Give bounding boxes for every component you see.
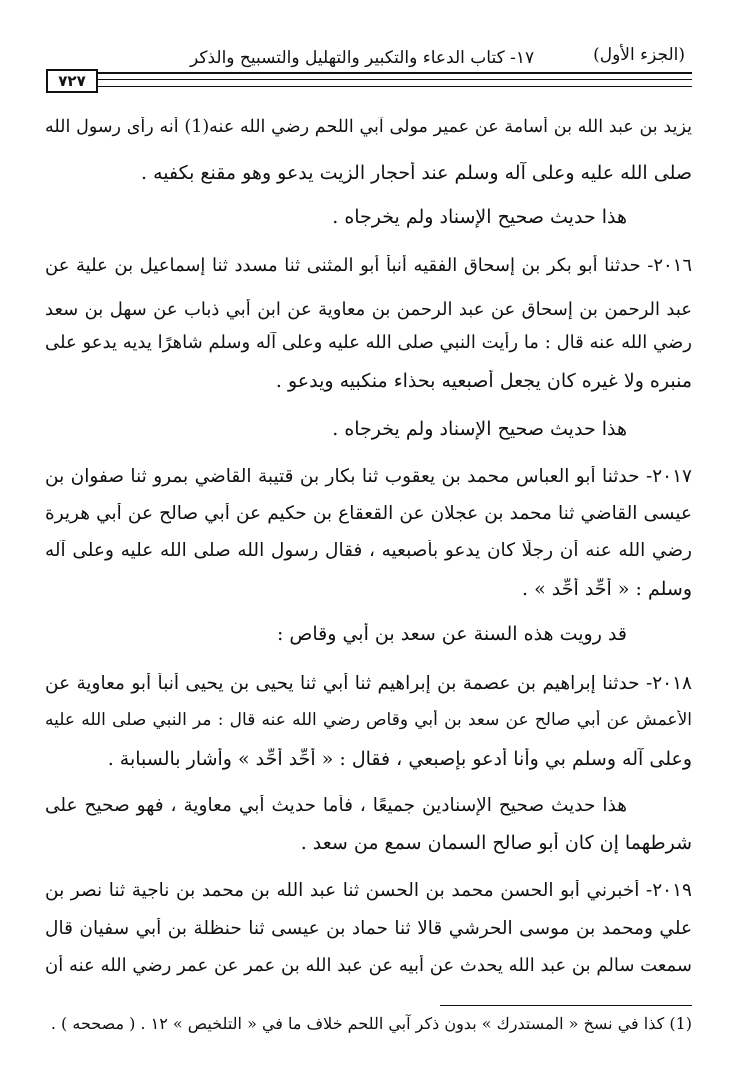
header-rule [96,72,692,74]
footnote: (1) كذا في نسخ « المستدرك » بدون ذكر آبي اللحم خلاف ما في « التلخيص » ١٢ . ( مصححه ) . [50,1014,692,1033]
text-line: يزيد بن عبد الله بن أسامة عن عمير مولى آبي اللحم رضي الله عنه(1) أنه رأى رسول الله [45,117,692,137]
text-line: قد رويت هذه السنة عن سعد بن أبي وقاص : [276,623,627,645]
text-line: صلى الله عليه وعلى آله وسلم عند أحجار الزيت يدعو وهو مقنع بكفيه . [141,162,692,184]
header-rule [96,79,692,80]
hadith-2016-line: ٢٠١٦- حدثنا أبو بكر بن إسحاق الفقيه أنبأ أبو المثنى ثنا مسدد ثنا إسماعيل بن علية عن [45,255,692,276]
text-line: الأعمش عن أبي صالح عن سعد بن أبي وقاص رضي الله عنه قال : مر النبي صلى الله عليه [45,710,692,730]
text-line: هذا حديث صحيح الإسناد ولم يخرجاه . [332,418,627,440]
text-line: عبد الرحمن بن إسحاق عن عبد الرحمن بن معاوية عن ابن أبي ذباب عن سهل بن سعد [45,299,692,320]
text-line: سمعت سالم بن عبد الله يحدث عن أبيه عن عبد الله بن عمر عن عمر رضي الله عنه أن [45,955,692,976]
text-line: هذا حديث صحيح الإسنادين جميعًا ، فأما حديث أبي معاوية ، فهو صحيح على [45,795,627,816]
text-line: عيسى القاضي ثنا محمد بن عجلان عن القعقاع بن حكيم عن أبي صالح عن أبي هريرة [45,503,692,524]
footnote-rule [440,1005,692,1006]
chapter-title: ١٧- كتاب الدعاء والتكبير والتهليل والتسبيح والذكر [190,48,535,68]
text-line: علي ومحمد بن موسى الحرشي قالا ثنا حماد بن عيسى ثنا حنظلة بن أبي سفيان قال [45,918,692,939]
text-line: وعلى آله وسلم بي وأنا أدعو بإصبعي ، فقال : « أحِّد أحِّد » وأشار بالسبابة . [107,748,692,770]
text-line: منبره ولا غيره كان يجعل أصبعيه بحذاء منكبيه ويدعو . [275,370,692,392]
header-rule [96,86,692,87]
text-line: رضي الله عنه أن رجلًا كان يدعو بأصبعيه ، فقال رسول الله صلى الله عليه وعلى آله [45,540,692,561]
text-line: رضي الله عنه قال : ما رأيت النبي صلى الله عليه وعلى آله وسلم شاهرًا يديه يدعو على [45,332,692,353]
text-line: شرطهما إن كان أبو صالح السمان سمع من سعد . [300,832,692,854]
page-number: ٧٢٧ [46,69,98,93]
hadith-2019-line: ٢٠١٩- أخبرني أبو الحسن محمد بن الحسن ثنا عبد الله بن محمد بن ناجية ثنا نصر بن [45,880,692,901]
hadith-2018-line: ٢٠١٨- حدثنا إبراهيم بن عصمة بن إبراهيم ثنا أبي ثنا يحيى بن يحيى أنبأ أبو معاوية عن [45,673,692,694]
text-line: وسلم : « أحِّد أحِّد » . [522,578,692,600]
text-line: هذا حديث صحيح الإسناد ولم يخرجاه . [332,206,627,228]
hadith-2017-line: ٢٠١٧- حدثنا أبو العباس محمد بن يعقوب ثنا بكار بن قتيبة القاضي بمرو ثنا صفوان بن [45,466,692,487]
volume-label: (الجزء الأول) [593,45,685,65]
